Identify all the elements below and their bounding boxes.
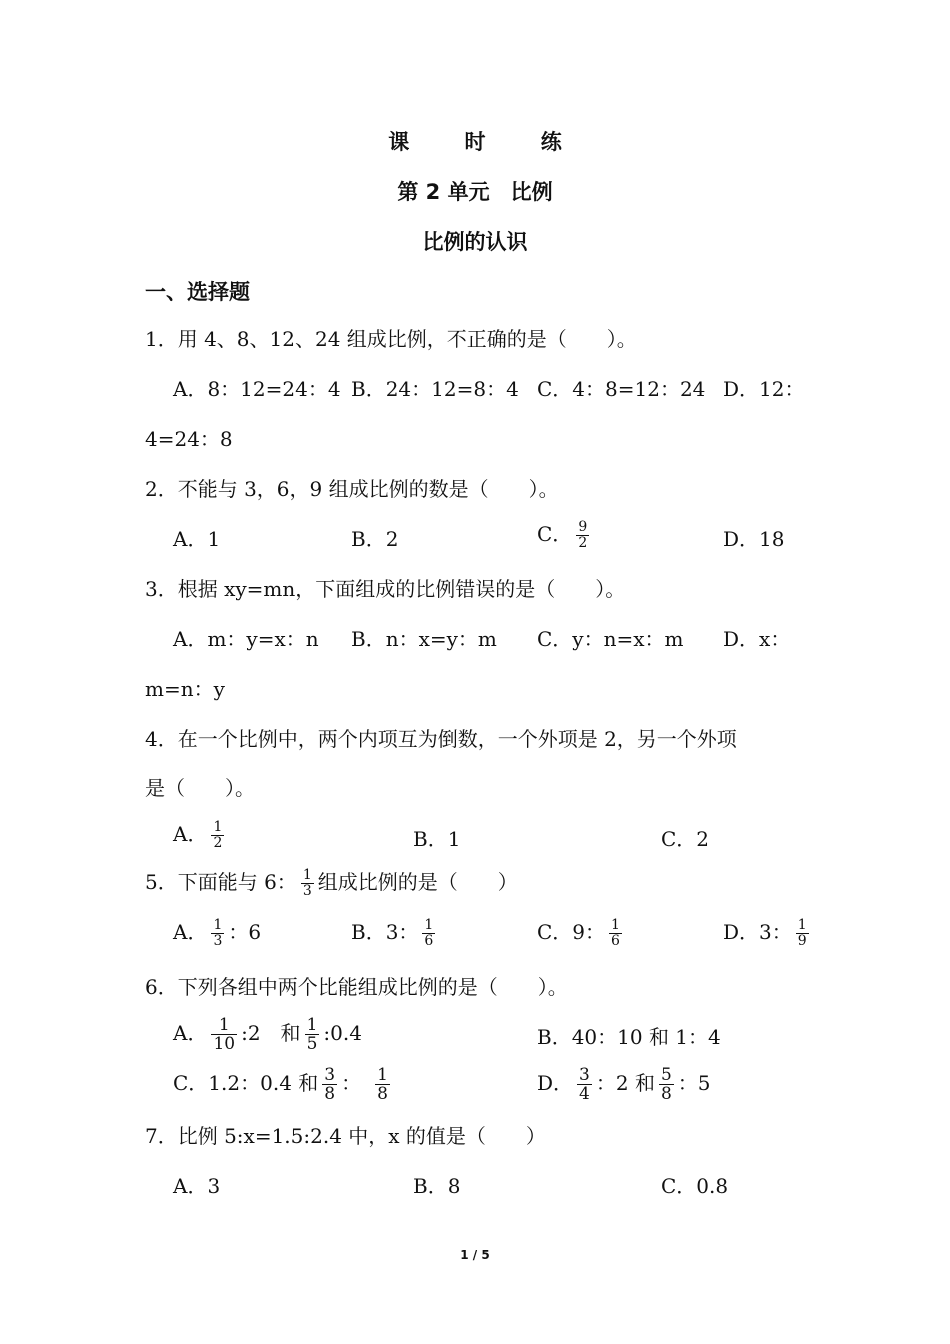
q2-stem: 2．不能与 3，6，9 组成比例的数是（ ）。: [145, 477, 559, 501]
q3-option-a: A．m：y=x：n: [173, 627, 319, 651]
option-label: B．3：: [351, 920, 419, 944]
q2-option-c: [537, 520, 593, 551]
q3-option-d-cont: m=n：y: [145, 677, 225, 701]
option-text: ：2 和: [595, 1071, 655, 1095]
option-text: ：6: [228, 920, 262, 944]
q4-option-b: B．1: [413, 827, 461, 851]
q5-stem-text: 5．下面能与 6：: [145, 870, 297, 894]
q2-option-d: D．18: [723, 527, 785, 551]
q2-option-a: A．1: [173, 527, 221, 551]
q5-stem-text-end: 组成比例的是（ ）: [317, 870, 518, 894]
fraction: $\frac{1}{3}$: [213, 917, 223, 949]
q7-option-c: C．0.8: [661, 1174, 729, 1198]
fraction: $\frac{1}{10}$: [213, 1015, 236, 1054]
fraction: $\frac{1}{6}$: [611, 917, 620, 949]
q1-option-d-cont: 4=24：8: [145, 427, 233, 451]
fraction: $\frac{5}{8}$: [660, 1065, 672, 1104]
q3-option-d: D．x：: [723, 627, 791, 651]
option-text: ：5: [677, 1071, 711, 1095]
option-label: C．1.2：0.4 和: [173, 1071, 319, 1095]
q3-option-c: C．y：n=x：m: [537, 627, 684, 651]
q3-option-b: B．n：x=y：m: [351, 627, 497, 651]
q6-option-b: B．40：10 和 1：4: [537, 1025, 721, 1049]
fraction: $\frac{3}{8}$: [324, 1065, 336, 1104]
q7-option-b: B．8: [413, 1174, 461, 1198]
lesson-title: 比例的认识: [422, 230, 528, 254]
q1-option-d: D．12：: [723, 377, 805, 401]
q2-option-c-label: C．: [537, 522, 573, 546]
option-label: A．: [173, 1021, 208, 1045]
q6-option-d: [537, 1066, 711, 1103]
option-text: ：: [341, 1071, 362, 1095]
q4-option-a: [173, 820, 228, 851]
option-label: A．: [173, 920, 208, 944]
q7-stem: 7．比例 5:x=1.5:2.4 中，x 的值是（ ）: [145, 1124, 546, 1148]
q7-option-a: A．3: [173, 1174, 221, 1198]
q5-option-a: [173, 918, 261, 949]
q4-option-c: C．2: [661, 827, 710, 851]
fraction: $\frac{3}{4}$: [579, 1065, 590, 1104]
q1-stem: 1．用 4、8、12、24 组成比例，不正确的是（ ）。: [145, 327, 637, 351]
q6-option-c: [173, 1066, 394, 1103]
q1-option-b: B．24：12=8：4: [351, 377, 519, 401]
q5-option-c: [537, 918, 626, 949]
option-text: :0.4: [323, 1021, 362, 1045]
q4-stem: 4．在一个比例中，两个内项互为倒数，一个外项是 2，另一个外项: [145, 727, 737, 751]
q5-option-d: [723, 918, 813, 949]
fraction: $\frac{1}{2}$: [213, 819, 223, 851]
q5-stem: [145, 868, 518, 899]
q5-option-b: [351, 918, 439, 949]
option-label: D．3：: [723, 920, 792, 944]
unit-title: 第 2 单元 比例: [397, 180, 553, 204]
section-heading: 一、选择题: [145, 280, 250, 304]
fraction: $\frac{9}{2}$: [578, 519, 588, 551]
q1-option-a: A．8：12=24：4: [173, 377, 341, 401]
option-text: :2 和: [241, 1021, 301, 1045]
q2-option-b: B．2: [351, 527, 399, 551]
q1-option-c: C．4：8=12：24: [537, 377, 706, 401]
q4-stem-cont: 是（ ）。: [145, 776, 255, 800]
fraction: $\frac{1}{6}$: [424, 917, 434, 949]
option-label: C．9：: [537, 920, 606, 944]
q6-option-a: [173, 1016, 362, 1053]
q4-option-a-label: A．: [173, 822, 208, 846]
fraction: $\frac{1}{5}$: [306, 1015, 318, 1054]
q6-stem: 6．下列各组中两个比能组成比例的是（ ）。: [145, 975, 568, 999]
fraction: $\frac{1}{3}$: [302, 867, 312, 899]
fraction: $\frac{1}{8}$: [377, 1065, 388, 1104]
option-label: D．: [537, 1071, 574, 1095]
page-title: 课 时 练: [388, 130, 586, 154]
fraction: $\frac{1}{9}$: [797, 917, 807, 949]
q3-stem: 3．根据 xy=mn，下面组成的比例错误的是（ ）。: [145, 577, 626, 601]
page-number: 1 / 5: [460, 1248, 490, 1262]
